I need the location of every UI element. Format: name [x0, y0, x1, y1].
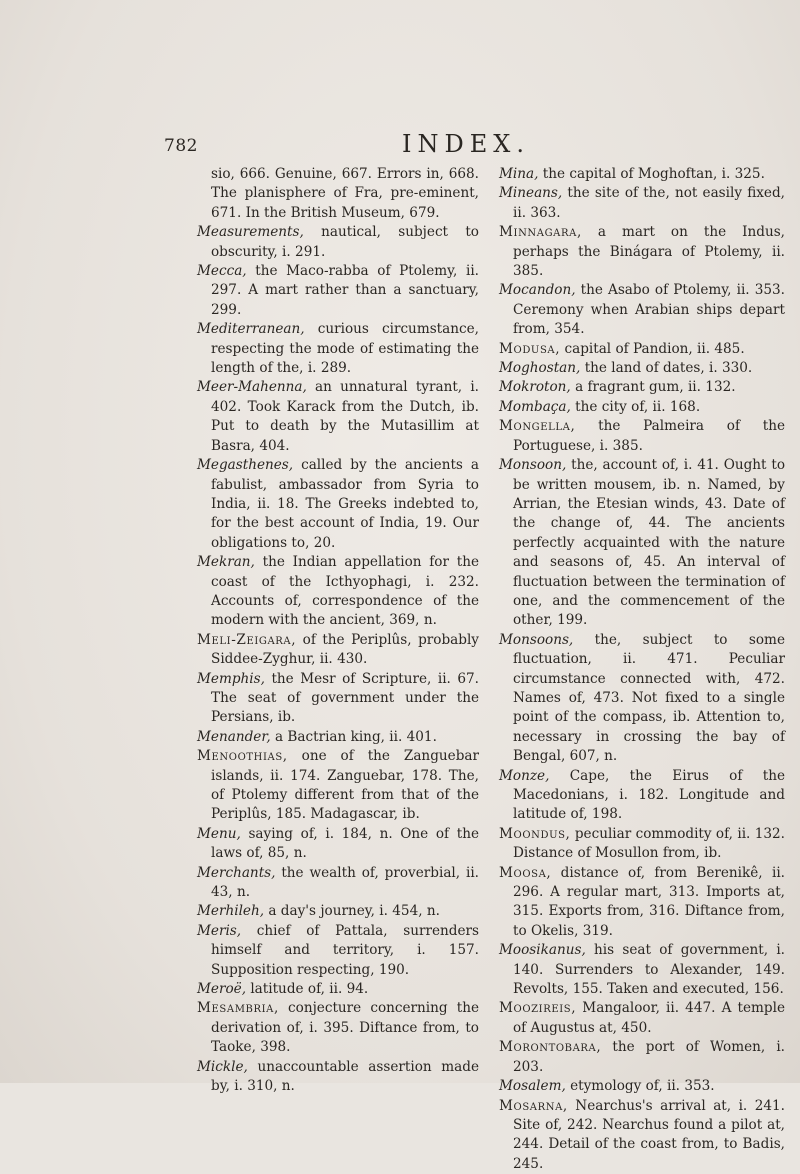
entry-heading: Mombaça, — [499, 399, 571, 415]
index-entry — [197, 999, 479, 1057]
entry-heading: Mosarna, — [499, 1098, 568, 1114]
entry-heading: Merchants, — [197, 865, 275, 881]
entry-heading: Mickle, — [197, 1059, 248, 1075]
index-entry — [197, 631, 479, 670]
index-entry — [499, 1097, 785, 1174]
entry-heading: Meris, — [197, 923, 241, 939]
entry-heading: Monsoons, — [499, 632, 573, 648]
entry-heading: Modusa, — [499, 341, 560, 357]
index-entry — [499, 1038, 785, 1077]
entry-text: etymology of, ii. 353. — [566, 1078, 715, 1094]
entry-text: the Mesr of Scripture, ii. 67. The seat of government under the Persians, ib. — [211, 671, 479, 726]
entry-text: called by the ancients a fabulist, ambassador from Syria to India, ii. 18. The Greeks indebted to, for the best account of India, 19. Our obligations to, 20. — [211, 457, 479, 551]
continued-entry: sio, 666. Genuine, 667. Errors in, 668. The planisphere of Fra, pre-eminent, 671. In the British Museum, 679. — [197, 165, 479, 223]
index-entry — [499, 631, 785, 767]
entry-heading: Merhileh, — [197, 903, 264, 919]
entry-heading: Moghostan, — [499, 360, 580, 376]
entry-text: the city of, ii. 168. — [571, 399, 700, 415]
entry-heading: Meroë, — [197, 981, 246, 997]
entry-heading: Mecca, — [197, 263, 247, 279]
entry-heading: Monsoon, — [499, 457, 566, 473]
page-title: INDEX. — [402, 130, 530, 158]
index-entry — [197, 1058, 479, 1097]
index-entry — [499, 223, 785, 281]
page-header — [0, 130, 800, 170]
entry-heading: Megasthenes, — [197, 457, 293, 473]
entry-text: conjecture concerning the derivation of, i. 395. Diftance from, to Taoke, 398. — [211, 1000, 479, 1055]
entry-heading: Mosalem, — [499, 1078, 566, 1094]
entry-heading: Menoothias, — [197, 748, 288, 764]
entry-text: a Bactrian king, ii. 401. — [271, 729, 437, 745]
index-entry — [197, 378, 479, 456]
entry-heading: Moozireis, — [499, 1000, 576, 1016]
entry-heading: Memphis, — [197, 671, 265, 687]
index-entry — [197, 670, 479, 728]
index-entry — [197, 728, 479, 747]
right-column — [499, 165, 785, 1174]
entry-heading: Mocandon, — [499, 282, 576, 298]
entry-heading: Menander, — [197, 729, 271, 745]
index-entry — [499, 1077, 785, 1096]
entry-text: distance of, from Berenikê, ii. 296. A regular mart, 313. Imports at, 315. Exports from, 316. Diftance from, to Okelis, 319. — [513, 865, 785, 939]
entry-text: the, account of, i. 41. Ought to be written mousem, ib. n. Named, by Arrian, the Etesian winds, 43. Date of the change of, 44. The ancients perfectly acquainted with the nature and seasons of, 45. An interval of fluctuation between the termination of one, and the commencement of the other, 199. — [513, 457, 785, 628]
entry-heading: Meli-Zeigara, — [197, 632, 296, 648]
index-entry — [197, 902, 479, 921]
entry-text: the Asabo of Ptolemy, ii. 353. Ceremony when Arabian ships depart from, 354. — [513, 282, 785, 337]
index-entry — [197, 825, 479, 864]
index-entry — [197, 864, 479, 903]
entry-text: latitude of, ii. 94. — [246, 981, 368, 997]
entry-text: curious circumstance, respecting the mode of estimating the length of the, i. 289. — [211, 321, 479, 376]
index-entry — [499, 864, 785, 942]
entry-text: capital of Pandion, ii. 485. — [560, 341, 745, 357]
index-entry — [197, 223, 479, 262]
entry-text: chief of Pattala, surrenders himself and territory, i. 157. Supposition respecting, 190. — [211, 923, 479, 978]
entry-heading: Mongella, — [499, 418, 575, 434]
entry-text: one of the Zanguebar islands, ii. 174. Zanguebar, 178. The, of Ptolemy different from that of the Periplûs, 185. Madagascar, ib. — [211, 748, 479, 822]
entry-text: nautical, subject to obscurity, i. 291. — [211, 224, 479, 259]
entry-text: of the Periplûs, probably Siddee-Zyghur, ii. 430. — [211, 632, 479, 667]
entry-heading: Menu, — [197, 826, 241, 842]
entry-text: the Maco-rabba of Ptolemy, ii. 297. A mart rather than a sanctuary, 299. — [211, 263, 479, 318]
entry-text: the land of dates, i. 330. — [580, 360, 752, 376]
entry-heading: Morontobara, — [499, 1039, 601, 1055]
entry-text: peculiar commodity of, ii. 132. Distance of Mosullon from, ib. — [513, 826, 785, 861]
index-entry — [499, 165, 785, 184]
entry-text: saying of, i. 184, n. One of the laws of, 85, n. — [211, 826, 479, 861]
index-entry — [197, 980, 479, 999]
index-entry — [499, 281, 785, 339]
index-entry — [197, 922, 479, 980]
entry-heading: Monze, — [499, 768, 549, 784]
entry-heading: Moondus, — [499, 826, 570, 842]
index-entry — [499, 398, 785, 417]
page-number: 782 — [164, 136, 198, 156]
entry-text: a mart on the Indus, perhaps the Binágara of Ptolemy, ii. 385. — [513, 224, 785, 279]
entry-text: a day's journey, i. 454, n. — [264, 903, 440, 919]
index-entry — [197, 456, 479, 553]
index-entry — [197, 553, 479, 631]
index-entry — [499, 417, 785, 456]
index-entry — [499, 378, 785, 397]
entry-heading: Measurements, — [197, 224, 304, 240]
entry-text: the Palmeira of the Portuguese, i. 385. — [513, 418, 785, 453]
entry-text: the Indian appellation for the coast of the Icthyophagi, i. 232. Accounts of, correspondence of the modern with the ancient, 369, n. — [211, 554, 479, 628]
entry-heading: Moosikanus, — [499, 942, 586, 958]
index-entry — [499, 340, 785, 359]
entry-heading: Meer-Mahenna, — [197, 379, 307, 395]
index-entry — [197, 320, 479, 378]
index-entry — [499, 456, 785, 631]
entry-text: Cape, the Eirus of the Macedonians, i. 182. Longitude and latitude of, 198. — [513, 768, 785, 823]
index-entry — [499, 767, 785, 825]
entry-text: the, subject to some fluctuation, ii. 471. Peculiar circumstance connected with, 472. Names of, 473. Not fixed to a single point of the compass, ib. Attention to, necessary in crossing the bay of Bengal, 607, n. — [513, 632, 785, 764]
index-entry — [499, 359, 785, 378]
entry-text: the site of the, not easily fixed, ii. 363. — [513, 185, 785, 220]
index-entry — [499, 184, 785, 223]
entry-heading: Mesambria, — [197, 1000, 279, 1016]
entry-text: the wealth of, proverbial, ii. 43, n. — [211, 865, 479, 900]
entry-text: the capital of Moghoftan, i. 325. — [538, 166, 764, 182]
index-entry — [499, 999, 785, 1038]
entry-heading: Mediterranean, — [197, 321, 305, 337]
index-entry — [197, 747, 479, 825]
entry-heading: Moosa, — [499, 865, 551, 881]
entry-text: a fragrant gum, ii. 132. — [571, 379, 736, 395]
entry-text: an unnatural tyrant, i. 402. Took Karack from the Dutch, ib. Put to death by the Mutasillim at Basra, 404. — [211, 379, 479, 453]
entry-heading: Minnagara, — [499, 224, 582, 240]
index-entry — [499, 825, 785, 864]
entry-heading: Mineans, — [499, 185, 562, 201]
index-entry — [499, 941, 785, 999]
entry-heading: Mokroton, — [499, 379, 571, 395]
entry-text: unaccountable assertion made by, i. 310, n. — [211, 1059, 479, 1094]
entry-text: Nearchus's arrival at, i. 241. Site of, 242. Nearchus found a pilot at, 244. Detail of the coast from, to Badis, 245. — [513, 1098, 785, 1172]
entry-text: Mangaloor, ii. 447. A temple of Augustus at, 450. — [513, 1000, 785, 1035]
left-column — [197, 165, 479, 1097]
entry-heading: Mina, — [499, 166, 538, 182]
entry-heading: Mekran, — [197, 554, 255, 570]
index-entry — [197, 262, 479, 320]
entry-text: the port of Women, i. 203. — [513, 1039, 785, 1074]
entry-text: his seat of government, i. 140. Surrenders to Alexander, 149. Revolts, 155. Taken and executed, 156. — [513, 942, 785, 997]
